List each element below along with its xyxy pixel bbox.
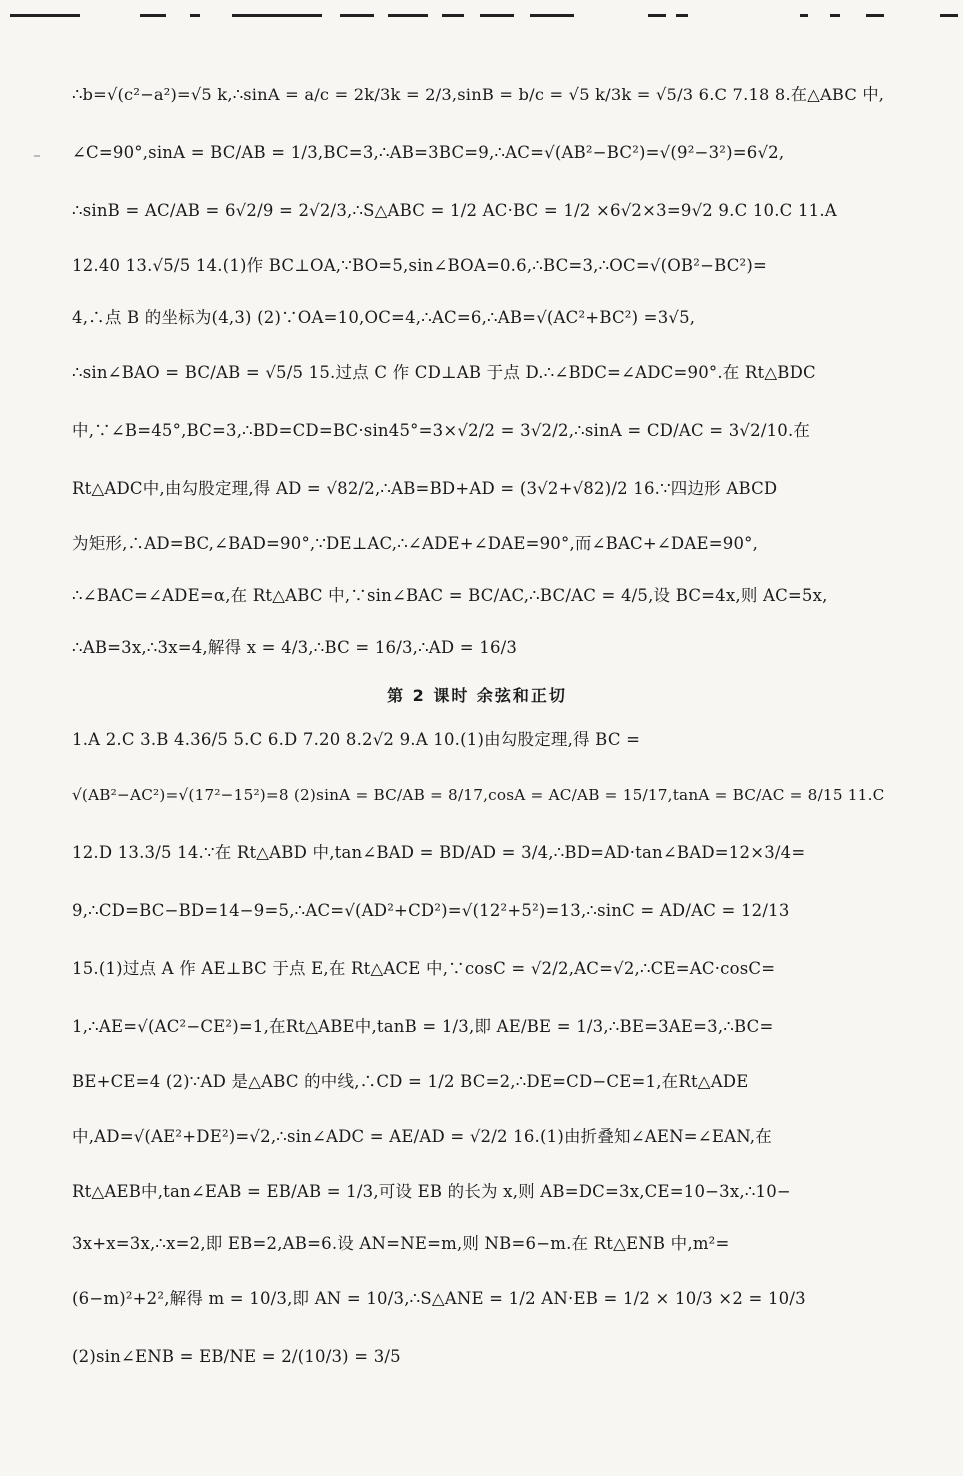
top-scan-border — [0, 14, 963, 24]
text-line: ∴sin∠BAO = BC/AB = √5/5 15.过点 C 作 CD⊥AB 于点 D.∴∠BDC=∠ADC=90°.在 Rt△BDC — [72, 363, 816, 382]
section-title: 第 2 课时 余弦和正切 — [387, 685, 567, 705]
text-line: ∴∠BAC=∠ADE=α,在 Rt△ABC 中,∵sin∠BAC = BC/AC,∴BC/AC = 4/5,设 BC=4x,则 AC=5x, — [72, 586, 828, 605]
margin-mark — [34, 155, 40, 157]
text-line: ∴b=√(c²−a²)=√5 k,∴sinA = a/c = 2k/3k = 2/3,sinB = b/c = √5 k/3k = √5/3 6.C 7.18 8.在△ABC 中, — [72, 85, 885, 104]
text-line: ∴AB=3x,∴3x=4,解得 x = 4/3,∴BC = 16/3,∴AD = 16/3 — [72, 638, 518, 657]
text-line: Rt△AEB中,tan∠EAB = EB/AB = 1/3,可设 EB 的长为 x,则 AB=DC=3x,CE=10−3x,∴10− — [72, 1182, 791, 1201]
text-line: (6−m)²+2²,解得 m = 10/3,即 AN = 10/3,∴S△ANE = 1/2 AN·EB = 1/2 × 10/3 ×2 = 10/3 — [72, 1289, 806, 1308]
text-line: ∠C=90°,sinA = BC/AB = 1/3,BC=3,∴AB=3BC=9,∴AC=√(AB²−BC²)=√(9²−3²)=6√2, — [72, 143, 785, 162]
text-line: √(AB²−AC²)=√(17²−15²)=8 (2)sinA = BC/AB = 8/17,cosA = AC/AB = 15/17,tanA = BC/AC = 8/15 11.C — [72, 786, 885, 804]
text-line: 4,∴点 B 的坐标为(4,3) (2)∵OA=10,OC=4,∴AC=6,∴AB=√(AC²+BC²) =3√5, — [72, 308, 696, 327]
answer-page — [72, 66, 885, 1386]
text-line: 为矩形,∴AD=BC,∠BAD=90°,∵DE⊥AC,∴∠ADE+∠DAE=90°,而∠BAC+∠DAE=90°, — [72, 534, 759, 553]
text-line: 1.A 2.C 3.B 4.36/5 5.C 6.D 7.20 8.2√2 9.A 10.(1)由勾股定理,得 BC = — [72, 730, 641, 749]
text-line: 15.(1)过点 A 作 AE⊥BC 于点 E,在 Rt△ACE 中,∵cosC = √2/2,AC=√2,∴CE=AC·cosC= — [72, 959, 776, 978]
text-line: 12.40 13.√5/5 14.(1)作 BC⊥OA,∵BO=5,sin∠BOA=0.6,∴BC=3,∴OC=√(OB²−BC²)= — [72, 256, 768, 275]
text-line: Rt△ADC中,由勾股定理,得 AD = √82/2,∴AB=BD+AD = (3√2+√82)/2 16.∵四边形 ABCD — [72, 479, 778, 498]
text-line: 9,∴CD=BC−BD=14−9=5,∴AC=√(AD²+CD²)=√(12²+5²)=13,∴sinC = AD/AC = 12/13 — [72, 901, 790, 920]
text-line: ∴sinB = AC/AB = 6√2/9 = 2√2/3,∴S△ABC = 1/2 AC·BC = 1/2 ×6√2×3=9√2 9.C 10.C 11.A — [72, 201, 837, 220]
text-line: 1,∴AE=√(AC²−CE²)=1,在Rt△ABE中,tanB = 1/3,即 AE/BE = 1/3,∴BE=3AE=3,∴BC= — [72, 1017, 774, 1036]
text-line: 中,AD=√(AE²+DE²)=√2,∴sin∠ADC = AE/AD = √2/2 16.(1)由折叠知∠AEN=∠EAN,在 — [72, 1127, 772, 1146]
text-line: 中,∵∠B=45°,BC=3,∴BD=CD=BC·sin45°=3×√2/2 = 3√2/2,∴sinA = CD/AC = 3√2/10.在 — [72, 421, 811, 440]
text-line: BE+CE=4 (2)∵AD 是△ABC 的中线,∴CD = 1/2 BC=2,∴DE=CD−CE=1,在Rt△ADE — [72, 1072, 749, 1091]
text-line: 3x+x=3x,∴x=2,即 EB=2,AB=6.设 AN=NE=m,则 NB=6−m.在 Rt△ENB 中,m²= — [72, 1234, 730, 1253]
text-line: (2)sin∠ENB = EB/NE = 2/(10/3) = 3/5 — [72, 1347, 401, 1366]
text-line: 12.D 13.3/5 14.∵在 Rt△ABD 中,tan∠BAD = BD/AD = 3/4,∴BD=AD·tan∠BAD=12×3/4= — [72, 843, 806, 862]
